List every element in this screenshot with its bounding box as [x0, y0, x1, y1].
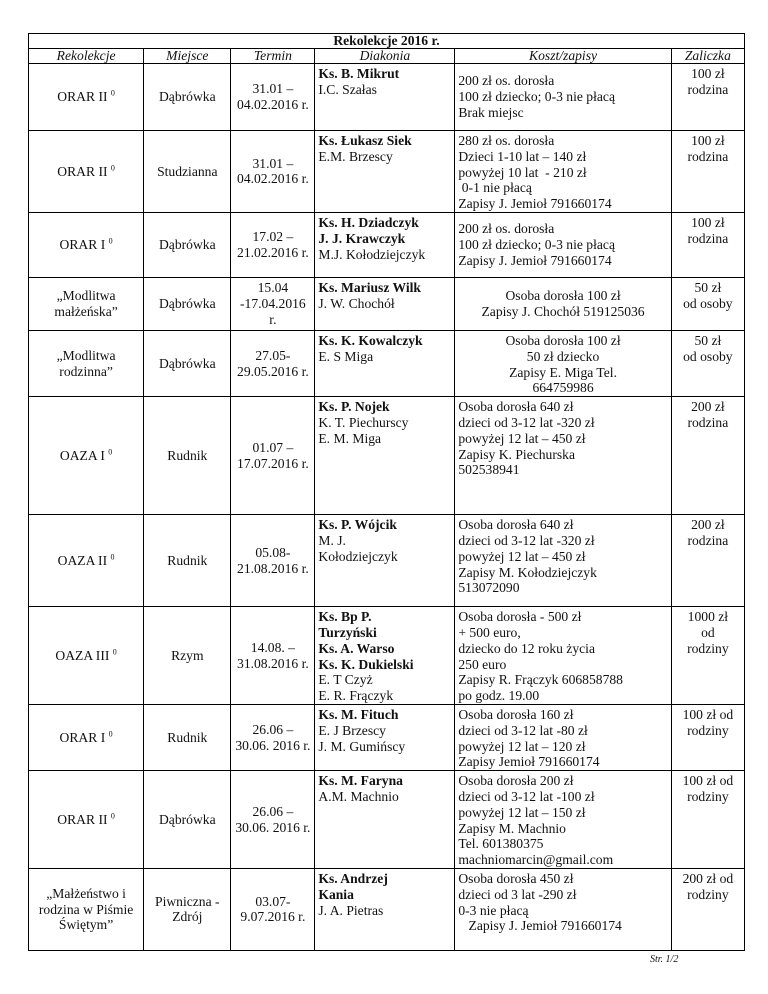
priest-name: Ks. P. Wójcik	[318, 517, 397, 533]
retreat-diakonia	[315, 212, 455, 277]
retreat-diakonia	[315, 704, 455, 770]
date-line: 21.02.2016 r.	[237, 244, 309, 260]
header-row	[29, 49, 745, 64]
retreat-diakonia	[315, 607, 455, 705]
cost-line: machniomarcin@gmail.com	[458, 852, 614, 868]
retreat-place: Dąbrówka	[144, 64, 231, 131]
deposit-line: 100 zł	[691, 133, 725, 148]
header-termin: Termin	[231, 49, 315, 64]
date-line: 05.08-	[255, 544, 291, 560]
date-line: 21.08.2016 r.	[237, 560, 309, 576]
retreat-name	[29, 704, 144, 770]
priest-name: Ks. M. Faryna	[318, 773, 403, 789]
couple-name: E. M. Miga	[318, 430, 382, 446]
retreat-place: Studzianna	[144, 131, 231, 213]
deposit-line: 100 zł	[691, 214, 725, 230]
priest-name: Ks. Mariusz Wilk	[318, 279, 421, 295]
retreat-place: Rudnik	[144, 704, 231, 770]
table-row	[29, 131, 745, 213]
priest-name: J. J. Krawczyk	[318, 230, 406, 246]
retreat-cost	[455, 64, 671, 131]
retreat-place: Dąbrówka	[144, 277, 231, 330]
retreat-level-sup: 0	[108, 729, 113, 739]
page-number: Str. 1/2	[650, 954, 679, 965]
retreat-date	[231, 212, 315, 277]
cost-line: Zapisy M. Kołodziejczyk	[458, 564, 597, 580]
retreat-level-sup: 0	[110, 811, 115, 821]
cost-line: 200 zł os. dorosła	[458, 73, 555, 89]
retreat-diakonia	[315, 277, 455, 330]
cost-line: Osoba dorosła 640 zł	[458, 517, 574, 533]
retreat-deposit	[671, 397, 744, 515]
retreat-diakonia	[315, 64, 455, 131]
retreat-place: Rudnik	[144, 397, 231, 515]
retreat-name	[29, 868, 144, 950]
retreat-level-sup: 0	[110, 163, 115, 173]
retreat-date	[231, 771, 315, 869]
cost-line: dzieci od 3-12 lat -320 zł	[458, 532, 595, 548]
table-row	[29, 330, 745, 396]
retreat-deposit	[671, 131, 744, 213]
retreat-name	[29, 515, 144, 607]
date-line: 04.02.2016 r.	[237, 171, 309, 187]
retreat-table	[28, 33, 745, 951]
cost-line: Brak miejsc	[458, 104, 524, 120]
cost-line: powyżej 12 lat – 150 zł	[458, 804, 586, 820]
cost-line: Dzieci 1-10 lat – 140 zł	[458, 148, 587, 164]
cost-line: 200 zł os. dorosła	[458, 221, 555, 237]
cost-line: dzieci od 3-12 lat -80 zł	[458, 722, 588, 738]
cost-line: 513072090	[458, 580, 520, 596]
date-line: 27.05-	[255, 347, 291, 363]
date-line: 26.06 –	[252, 721, 294, 737]
retreat-name-text: ORAR II	[57, 811, 108, 827]
priest-name: Ks. B. Mikrut	[318, 66, 400, 81]
deposit-line: od osoby	[683, 348, 733, 364]
retreat-date	[231, 868, 315, 950]
retreat-cost	[455, 212, 671, 277]
table-row	[29, 277, 745, 330]
couple-name: M.J. Kołodziejczyk	[318, 246, 426, 262]
retreat-date	[231, 277, 315, 330]
priest-name: Ks. M. Fituch	[318, 706, 399, 722]
retreat-deposit	[671, 212, 744, 277]
table-row	[29, 607, 745, 705]
retreat-place: Rzym	[144, 607, 231, 705]
deposit-line: rodziny	[687, 722, 729, 738]
table-row	[29, 704, 745, 770]
date-line: 14.08. –	[250, 639, 295, 655]
cost-line: Osoba dorosła 100 zł	[505, 332, 621, 348]
priest-name: Ks. K. Kowalczyk	[318, 332, 423, 348]
retreat-diakonia	[315, 330, 455, 396]
deposit-line: 1000 zł	[687, 609, 729, 625]
cost-line: Osoba dorosła 160 zł	[458, 706, 574, 722]
retreat-place: Piwniczna - Zdrój	[144, 868, 231, 950]
cost-line: Zapisy M. Machnio	[458, 820, 566, 836]
retreat-date	[231, 607, 315, 705]
cost-line: dzieci od 3-12 lat -100 zł	[458, 788, 595, 804]
retreat-level-sup: 0	[108, 447, 113, 457]
date-line: 9.07.2016 r.	[240, 909, 306, 925]
cost-line: 0-1 nie płacą	[458, 180, 532, 196]
cost-line: Osoba dorosła 640 zł	[458, 399, 574, 415]
retreat-name-text: OAZA III	[55, 647, 110, 663]
deposit-line: 200 zł od	[682, 870, 734, 886]
retreat-deposit	[671, 868, 744, 950]
retreat-cost	[455, 277, 671, 330]
cost-line: Osoba dorosła 200 zł	[458, 773, 574, 789]
deposit-line: rodziny	[687, 788, 729, 804]
cost-line: Zapisy J. Jemioł 791660174	[458, 918, 622, 934]
retreat-level-sup: 0	[112, 647, 117, 657]
priest-name: Ks. Andrzej	[318, 870, 388, 886]
cost-line: Zapisy R. Frączyk 606858788	[458, 672, 623, 688]
date-line: 31.01 –	[252, 155, 294, 171]
retreat-deposit	[671, 277, 744, 330]
deposit-line: od	[701, 624, 715, 640]
cost-line: + 500 euro,	[458, 624, 521, 640]
retreat-name-text: „Małżeństwo i rodzina w Piśmie Świętym”	[38, 885, 134, 933]
retreat-place: Rudnik	[144, 515, 231, 607]
retreat-date	[231, 131, 315, 213]
cost-line: Osoba dorosła - 500 zł	[458, 609, 582, 625]
retreat-name	[29, 131, 144, 213]
cost-line: 502538941	[458, 462, 520, 478]
date-line: 17.07.2016 r.	[237, 455, 309, 471]
retreat-deposit	[671, 515, 744, 607]
table-row	[29, 515, 745, 607]
deposit-line: rodziny	[687, 886, 729, 902]
retreat-cost	[455, 397, 671, 515]
retreat-name	[29, 607, 144, 705]
date-line: 03.07-	[255, 893, 291, 909]
cost-line: dziecko do 12 roku życia	[458, 640, 595, 656]
retreat-name	[29, 330, 144, 396]
deposit-line: 200 zł	[691, 399, 725, 415]
cost-line: 664759986	[532, 380, 594, 396]
couple-name: E.M. Brzescy	[318, 148, 393, 164]
priest-name: Ks. Bp P.	[318, 609, 372, 625]
couple-name: E. S Miga	[318, 348, 374, 364]
date-line: 04.02.2016 r.	[237, 97, 309, 112]
retreat-place: Dąbrówka	[144, 212, 231, 277]
couple-name: E. J Brzescy	[318, 722, 386, 738]
cost-line: Zapisy J. Jemioł 791660174	[458, 252, 612, 268]
couple-name: A.M. Machnio	[318, 788, 399, 804]
cost-line: 50 zł dziecko	[526, 348, 600, 364]
retreat-deposit	[671, 330, 744, 396]
retreat-name-text: „Modlitwa rodzinna”	[56, 347, 116, 379]
date-line: r.	[269, 311, 277, 327]
cost-line: 250 euro	[458, 656, 507, 672]
table-row	[29, 64, 745, 131]
date-line: 17.02 –	[252, 229, 294, 245]
deposit-line: 50 zł	[694, 332, 722, 348]
deposit-line: rodzina	[687, 230, 729, 246]
retreat-level-sup: 0	[108, 236, 113, 246]
retreat-name	[29, 212, 144, 277]
couple-name: Kołodziejczyk	[318, 548, 398, 564]
deposit-line: rodzina	[687, 414, 729, 430]
table-row	[29, 868, 745, 950]
priest-name: Ks. A. Warso	[318, 640, 395, 656]
deposit-line: rodzina	[687, 532, 729, 548]
couple-name: E. R. Frączyk	[318, 688, 394, 704]
priest-name: Ks. Łukasz Siek	[318, 133, 412, 148]
priest-name: Turzyński	[318, 624, 377, 640]
deposit-line: 100 zł od	[682, 706, 734, 722]
cost-line: po godz. 19.00	[458, 688, 540, 704]
cost-line: 100 zł dziecko; 0-3 nie płacą	[458, 237, 615, 253]
couple-name: J. A. Pietras	[318, 902, 384, 918]
retreat-cost	[455, 868, 671, 950]
cost-line: powyżej 12 lat – 450 zł	[458, 430, 586, 446]
cost-line: Zapisy Jemioł 791660174	[458, 754, 600, 770]
table-row	[29, 397, 745, 515]
retreat-date	[231, 64, 315, 131]
retreat-cost	[455, 704, 671, 770]
retreat-date	[231, 330, 315, 396]
retreat-deposit	[671, 64, 744, 131]
retreat-name-text: ORAR II	[57, 89, 108, 105]
cost-line: Tel. 601380375	[458, 836, 544, 852]
retreat-name	[29, 277, 144, 330]
priest-name: Ks. H. Dziadczyk	[318, 214, 419, 230]
date-line: 31.01 –	[252, 81, 294, 97]
date-line: 30.06. 2016 r.	[235, 819, 311, 835]
retreat-place: Dąbrówka	[144, 330, 231, 396]
deposit-line: rodziny	[687, 640, 729, 656]
retreat-name	[29, 771, 144, 869]
cost-line: Osoba dorosła 450 zł	[458, 870, 574, 886]
deposit-line: rodzina	[687, 148, 729, 164]
cost-line: Zapisy J. Jemioł 791660174	[458, 196, 612, 212]
table-row	[29, 771, 745, 869]
retreat-name-text: ORAR II	[57, 163, 108, 179]
header-koszt: Koszt/zapisy	[455, 49, 671, 64]
priest-name: Kania	[318, 886, 354, 902]
date-line: -17.04.2016	[240, 296, 306, 312]
cost-line: Osoba dorosła 100 zł	[505, 288, 621, 304]
date-line: 29.05.2016 r.	[237, 363, 309, 379]
retreat-cost	[455, 330, 671, 396]
retreat-diakonia	[315, 771, 455, 869]
table-title: Rekolekcje 2016 r.	[29, 34, 745, 49]
header-zaliczka: Zaliczka	[671, 49, 744, 64]
retreat-cost	[455, 771, 671, 869]
retreat-cost	[455, 131, 671, 213]
retreat-date	[231, 704, 315, 770]
cost-line: Zapisy K. Piechurska	[458, 446, 575, 462]
retreat-name-text: ORAR I	[59, 237, 106, 253]
cost-line: 280 zł os. dorosła	[458, 133, 555, 148]
priest-name: Ks. P. Nojek	[318, 399, 390, 415]
retreat-name-text: ORAR I	[59, 729, 106, 745]
deposit-line: 100 zł	[691, 66, 725, 81]
header-diakonia: Diakonia	[315, 49, 455, 64]
date-line: 30.06. 2016 r.	[235, 737, 311, 753]
retreat-level-sup: 0	[110, 88, 115, 98]
retreat-cost	[455, 515, 671, 607]
cost-line: powyżej 10 lat - 210 zł	[458, 164, 587, 180]
cost-line: 100 zł dziecko; 0-3 nie płacą	[458, 89, 615, 105]
cost-line: Zapisy J. Chochół 519125036	[481, 303, 645, 319]
deposit-line: rodzina	[687, 81, 729, 97]
retreat-name-text: OAZA II	[57, 552, 108, 568]
retreat-level-sup: 0	[110, 552, 115, 562]
date-line: 15.04	[257, 280, 289, 296]
retreat-deposit	[671, 771, 744, 869]
retreat-name	[29, 64, 144, 131]
priest-name: Ks. K. Dukielski	[318, 656, 414, 672]
date-line: 26.06 –	[252, 803, 294, 819]
retreat-diakonia	[315, 868, 455, 950]
table-row	[29, 212, 745, 277]
couple-name: J. W. Chochół	[318, 295, 395, 311]
retreat-diakonia	[315, 397, 455, 515]
cost-line: powyżej 12 lat – 450 zł	[458, 548, 586, 564]
deposit-line: 100 zł od	[682, 773, 734, 789]
date-line: 01.07 –	[252, 439, 294, 455]
date-line: 31.08.2016 r.	[237, 655, 309, 671]
retreat-place: Dąbrówka	[144, 771, 231, 869]
deposit-line: 200 zł	[691, 517, 725, 533]
couple-name: J. M. Gumińscy	[318, 738, 406, 754]
couple-name: E. T Czyż	[318, 672, 373, 688]
header-rekolekcje: Rekolekcje	[29, 49, 144, 64]
cost-line: powyżej 12 lat – 120 zł	[458, 738, 586, 754]
retreat-date	[231, 397, 315, 515]
retreat-deposit	[671, 607, 744, 705]
cost-line: dzieci od 3-12 lat -320 zł	[458, 414, 595, 430]
cost-line: Zapisy E. Miga Tel.	[509, 364, 617, 380]
retreat-diakonia	[315, 515, 455, 607]
deposit-line: od osoby	[683, 295, 733, 311]
retreat-name-text: OAZA I	[59, 447, 105, 463]
retreat-name-text: „Modlitwa małżeńska”	[54, 288, 118, 319]
retreat-date	[231, 515, 315, 607]
cost-line: 0-3 nie płacą	[458, 902, 529, 918]
retreat-name	[29, 397, 144, 515]
retreat-cost	[455, 607, 671, 705]
couple-name: I.C. Szałas	[318, 81, 377, 97]
retreat-deposit	[671, 704, 744, 770]
retreat-diakonia	[315, 131, 455, 213]
header-miejsce: Miejsce	[144, 49, 231, 64]
cost-line: dzieci od 3 lat -290 zł	[458, 886, 577, 902]
couple-name: K. T. Piechurscy	[318, 414, 409, 430]
couple-name: M. J.	[318, 532, 346, 548]
deposit-line: 50 zł	[694, 279, 722, 295]
